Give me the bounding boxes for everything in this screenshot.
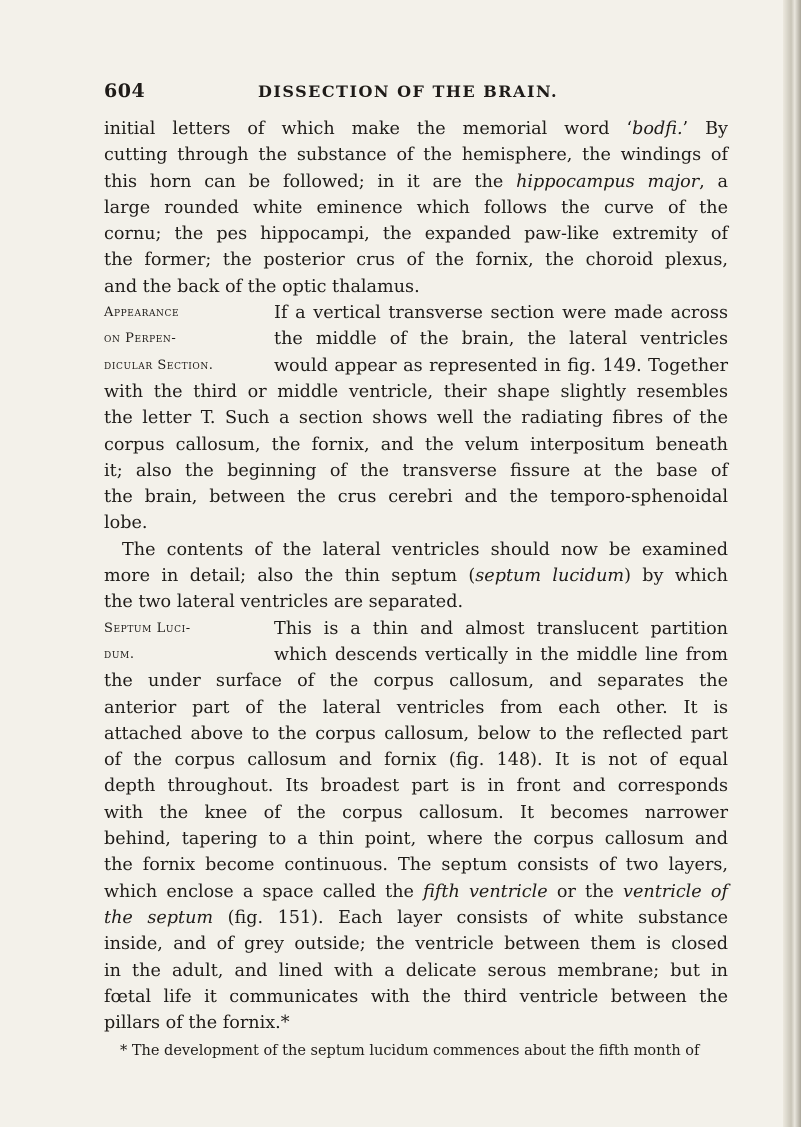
text-line: of the corpus callosum and fornix (fig. 148). It is not of equal — [104, 750, 728, 771]
text-line: dicular Section. would appear as represented in fig. 149. Together — [104, 353, 728, 379]
text-line: more in detail; also the thin septum (septum lucidum) by which — [104, 566, 728, 587]
text-line: Septum Luci- This is a thin and almost translucent partition — [104, 616, 728, 642]
text-line: inside, and of grey outside; the ventricle between them is closed — [104, 934, 728, 955]
text-line: initial letters of which make the memorial word ‘bodfi.’ By — [104, 119, 728, 139]
text-line: anterior part of the lateral ventricles from each other. It is — [104, 697, 728, 718]
text-line: behind, tapering to a thin point, where the corpus callosum and — [104, 829, 728, 850]
text-line: the two lateral ventricles are separated. — [104, 592, 464, 613]
text-line: fœtal life it communicates with the third ventricle between the — [104, 986, 728, 1007]
text-line: and the back of the optic thalamus. — [104, 276, 420, 297]
text-line: the letter T. Such a section shows well the radiating fibres of the — [104, 408, 728, 429]
page-number: 604 — [104, 80, 146, 102]
text-line: in the adult, and lined with a delicate serous membrane; but in — [104, 960, 728, 981]
text-line: the brain, between the crus cerebri and the temporo-sphenoidal — [104, 487, 728, 508]
text-line: corpus callosum, the fornix, and the velum interpositum beneath — [104, 434, 728, 455]
running-head: DISSECTION OF THE BRAIN. — [258, 82, 559, 101]
text-line: dum. which descends vertically in the middle line from — [104, 642, 728, 668]
text-line: it; also the beginning of the transverse fissure at the base of — [104, 460, 728, 481]
text-line: large rounded white eminence which follows the curve of the — [104, 197, 728, 218]
text-line: depth throughout. Its broadest part is in front and corresponds — [104, 776, 728, 797]
text-line: the septum (fig. 151). Each layer consists of white substance — [104, 907, 728, 928]
sidenote-appearance-3: dicular Section. — [104, 357, 214, 373]
text-line: which enclose a space called the fifth ventricle or the ventricle of — [104, 881, 728, 902]
text-line: the fornix become continuous. The septum consists of two layers, — [104, 855, 728, 876]
text-line: cutting through the substance of the hemisphere, the windings of — [104, 145, 728, 166]
text-line: attached above to the corpus callosum, below to the reflected part — [104, 723, 728, 744]
sidenote-appearance-2: on Perpen- — [104, 331, 177, 347]
text-line: the under surface of the corpus callosum, and separates the — [104, 671, 728, 692]
page-edge — [783, 0, 801, 1127]
text-line: pillars of the fornix.* — [104, 1013, 290, 1034]
text-line: cornu; the pes hippocampi, the expanded paw-like extremity of — [104, 224, 728, 245]
sidenote-appearance-1: Appearance — [104, 305, 180, 321]
text-line: on Perpen- the middle of the brain, the lateral ventricles — [104, 326, 728, 352]
text-line: Appearance If a vertical transverse section were made across — [104, 300, 728, 326]
sidenote-septum-2: dum. — [104, 646, 135, 662]
text-line: the former; the posterior crus of the fornix, the choroid plexus, — [104, 250, 728, 271]
text-line: lobe. — [104, 513, 148, 534]
text-line: The contents of the lateral ventricles should now be examined — [122, 539, 728, 560]
body-text — [104, 116, 728, 1036]
text-line: this horn can be followed; in it are the hippocampus major, a — [104, 171, 728, 192]
text-line: with the knee of the corpus callosum. It becomes narrower — [104, 802, 728, 823]
footnote: * The development of the septum lucidum commences about the fifth month of — [120, 1043, 700, 1059]
text-line: with the third or middle ventricle, their shape slightly resembles — [104, 381, 728, 402]
sidenote-septum-1: Septum Luci- — [104, 620, 191, 636]
